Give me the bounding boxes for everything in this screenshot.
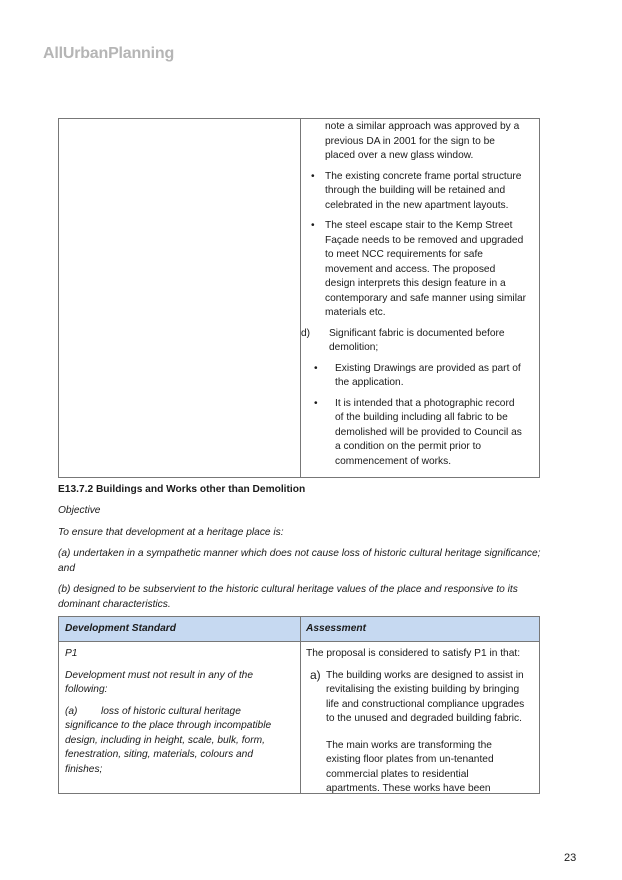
text-line: commencement of works. — [335, 455, 452, 467]
column-header-development-standard: Development Standard — [65, 623, 176, 634]
item-marker: (a) — [65, 705, 78, 717]
text-line: significance to the place through incompatible — [65, 720, 272, 731]
p1-label: P1 — [65, 648, 78, 659]
text-line: apartments. These works have been — [326, 783, 491, 794]
text-line: of the building including all fabric to be — [335, 412, 508, 423]
text-line: commercial plates to residential — [326, 768, 469, 780]
text-line: placed over a new glass window. — [325, 150, 474, 161]
text-line: through the building will be retained and — [325, 185, 506, 196]
text-line: contemporary and safe manner using similar — [325, 292, 527, 304]
text-line: Development must not result in any of the — [65, 669, 254, 681]
text-line: to meet NCC requirements for safe — [325, 249, 483, 260]
text-line: The building works are designed to assist in — [326, 669, 524, 681]
text-line: previous DA in 2001 for the sign to be — [325, 135, 495, 147]
text-line: demolished will be provided to Council as — [335, 426, 522, 438]
text-line: The existing concrete frame portal structure — [325, 170, 522, 182]
development-standard-cell — [65, 647, 293, 777]
intro-paragraph — [325, 120, 539, 164]
text-line: (a) undertaken in a sympathetic manner which does not cause loss of historic cultural heritage significance; — [58, 548, 541, 559]
assessment-intro: The proposal is considered to satisfy P1 in that: — [306, 648, 521, 659]
text-line: life and constructional compliance upgrades — [326, 698, 525, 710]
text-line: dominant characteristics. — [58, 598, 171, 610]
standard-item-a — [65, 705, 293, 778]
text-line: Façade needs to be removed and upgraded — [325, 234, 524, 246]
text-line: The main works are transforming the — [326, 739, 492, 751]
text-line: finishes; — [65, 763, 103, 775]
text-line: materials etc. — [325, 307, 386, 318]
text-line: Significant fabric is documented before — [329, 327, 505, 339]
assessment-cell — [301, 120, 539, 469]
item-text: loss of historic cultural heritage — [101, 705, 241, 717]
list-marker: d) — [301, 327, 311, 339]
text-line: to the unused and degraded building fabric. — [326, 713, 522, 724]
assessment-cell — [306, 647, 538, 797]
standard-lead — [65, 669, 293, 698]
objective-item-b — [58, 583, 558, 612]
continuation-table — [58, 118, 540, 478]
text-line: fenestration, siting, materials, colours and — [65, 749, 253, 760]
text-line: The steel escape stair to the Kemp Street — [325, 220, 513, 231]
bullet-icon: • — [314, 397, 318, 409]
bullet-icon: • — [311, 220, 315, 231]
bullet-item — [307, 397, 539, 470]
bullet-item — [307, 362, 539, 391]
standards-table — [58, 616, 540, 794]
text-line: design, including in height, scale, bulk, form, — [65, 734, 265, 746]
assessment-item-a — [306, 669, 538, 797]
text-line: the application. — [335, 377, 404, 388]
text-line: demolition; — [329, 342, 379, 353]
column-divider — [300, 617, 301, 793]
bullet-icon: • — [311, 170, 315, 182]
column-divider — [300, 119, 301, 477]
section-heading: E13.7.2 Buildings and Works other than Demolition — [58, 484, 306, 495]
list-marker: a) — [310, 667, 321, 682]
text-line: celebrated in the new apartment layouts. — [325, 199, 509, 211]
text-line: Existing Drawings are provided as part of — [335, 362, 521, 374]
text-line: It is intended that a photographic record — [335, 397, 515, 409]
text-line: existing floor plates from un-tenanted — [326, 754, 494, 765]
text-line: design interprets this design feature in a — [325, 278, 506, 289]
bullet-item — [307, 170, 539, 214]
text-line: a condition on the permit prior to — [335, 441, 482, 452]
text-line — [65, 705, 293, 720]
company-logo: AllUrbanPlanning — [43, 45, 175, 62]
page-number: 23 — [564, 852, 577, 864]
text-line: following: — [65, 684, 108, 695]
bullet-icon: • — [314, 362, 318, 374]
objective-item-a — [58, 547, 558, 576]
bullet-item — [307, 219, 539, 321]
column-header-assessment: Assessment — [306, 623, 367, 634]
list-item-d — [301, 327, 539, 356]
objective-intro: To ensure that development at a heritage place is: — [58, 527, 284, 538]
objective-label: Objective — [58, 505, 101, 516]
text-line: and — [58, 562, 75, 574]
text-line: revitalising the existing building by bringing — [326, 684, 520, 695]
text-line: movement and access. The proposed — [325, 263, 496, 275]
text-line: (b) designed to be subservient to the historic cultural heritage values of the place and responsive to its — [58, 584, 518, 595]
text-line: note a similar approach was approved by a — [325, 121, 520, 132]
